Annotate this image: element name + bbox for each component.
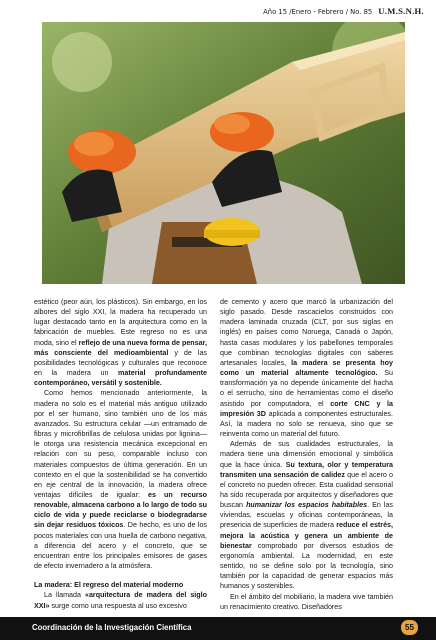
page-header — [263, 6, 424, 16]
paragraph — [220, 592, 393, 612]
section-heading: La madera: El regreso del material moderno — [34, 581, 184, 590]
text-span: y de las posibilidades tecnológicas y culturales que reconoce en la madera un — [34, 348, 207, 378]
issue-info: Año 15 /Enero - Febrero / No. 85 — [263, 8, 373, 16]
text-span: Además de sus cualidades estructurales, la madera tiene una dimensión emocional y simbólica que la hace única. — [220, 440, 393, 469]
paragraph — [220, 439, 393, 591]
text-span: La llamada — [44, 591, 85, 600]
text-span: estético (peor aún, los plásticos). Sin embargo, en los albores del siglo XXI, la madera ha recuperado un lugar destacado tanto en la arquitectura como en la fabricación de muebles. Este regreso no es una moda, sino el — [34, 298, 207, 347]
bold-italic-span: humanizar los espacios habitables — [246, 501, 368, 510]
text-span: comprobado por diversos estudios de ergonomía ambiental. La modernidad, en este sentido, no se define solo por la tecnología, sino también por la capacidad de generar espacios más humanos y sostenibles. — [220, 541, 393, 591]
text-span: que el acero o el concreto no pueden ofrecer. Esta cualidad sensorial ha sido recuperada por arquitectos y diseñadores que buscan — [220, 470, 393, 510]
text-span: Su transformación ya no depende únicamente del hacha o el serrucho, sino de herramientas como el diseño asistido por computadora, el — [220, 369, 394, 408]
paragraph — [34, 388, 207, 571]
bold-span: reflejo de una nueva forma de pensar, más consciente del medioambiental — [34, 338, 207, 357]
carpenter-illustration — [42, 22, 405, 284]
text-span: Como hemos mencionado anteriormente, la madera no solo es el material más antiguo utilizado por el ser humano, sino también uno de los más avanzados. Su estructura celular —un entramado de fibras y microfibrillas de celulosa unidas por lignina— le otorga una resistencia mecánica excepcional en relación con su peso, comparable incluso con materiales compuestos de última generación. En un contexto en el que la sostenibilidad se ha convertido en eje central de la innovación, la madera ofrece ventajas difíciles de igualar: — [34, 389, 207, 499]
text-span: aplicada a componentes estructurales. Así, la madera no solo se renueva, sino que se reinventa como un material del futuro. — [220, 409, 393, 439]
footer-label: Coordinación de la Investigación Científica — [32, 623, 192, 632]
bold-span: la madera se presenta hoy como un material altamente tecnológico. — [220, 358, 393, 378]
paragraph — [34, 590, 207, 610]
left-text-column — [34, 297, 207, 611]
text-span: En el ámbito del mobiliario, la madera vive también un renacimiento creativo. Diseñadores — [220, 592, 393, 611]
text-span: surge como una respuesta al uso excesivo — [49, 601, 187, 610]
paragraph — [34, 297, 207, 388]
bold-span: «arquitectura de madera del siglo XXI» — [34, 591, 207, 610]
bold-span: Su textura, olor y temperatura transmiten una sensación de calidez — [220, 460, 393, 479]
right-text-column — [220, 297, 393, 612]
page-footer — [0, 617, 436, 640]
university-acronym: U.M.S.N.H. — [378, 6, 424, 16]
paragraph — [220, 297, 393, 439]
text-span: . En las viviendas, escuelas y oficinas contemporáneas, la presencia de superficies de madera — [220, 501, 393, 530]
page-number-badge: 55 — [401, 620, 418, 635]
text-span: . De hecho, es uno de los pocos materiales con una huella de carbono negativa, a diferencia del acero y el concreto, que se encuentran entre los principales emisores de gases de efecto invernadero a la atmósfera. — [34, 521, 207, 571]
bold-span: corte CNC y la impresión 3D — [220, 399, 393, 418]
text-span: de cemento y acero que marcó la urbanización del siglo pasado. Desde rascacielos construidos con madera laminada cruzada (CLT, por sus siglas en inglés) en países como Noruega, Canadá o Japón, hasta casas modulares y los pabellones temporales que combinan tecnologías digitales con saberes artesanales locales, — [220, 298, 393, 367]
bold-span: reduce el estrés, mejora la acústica y genera un ambiente de bienestar — [220, 521, 394, 550]
hero-photo-carpenter — [42, 22, 405, 284]
bold-span: es un recurso renovable, almacena carbono a lo largo de todo su ciclo de vida y puede reciclarse o biodegradarse sin dejar residuos tóxicos — [34, 490, 207, 530]
bold-span: material profundamente contemporáneo, versátil y sostenible. — [34, 369, 207, 388]
